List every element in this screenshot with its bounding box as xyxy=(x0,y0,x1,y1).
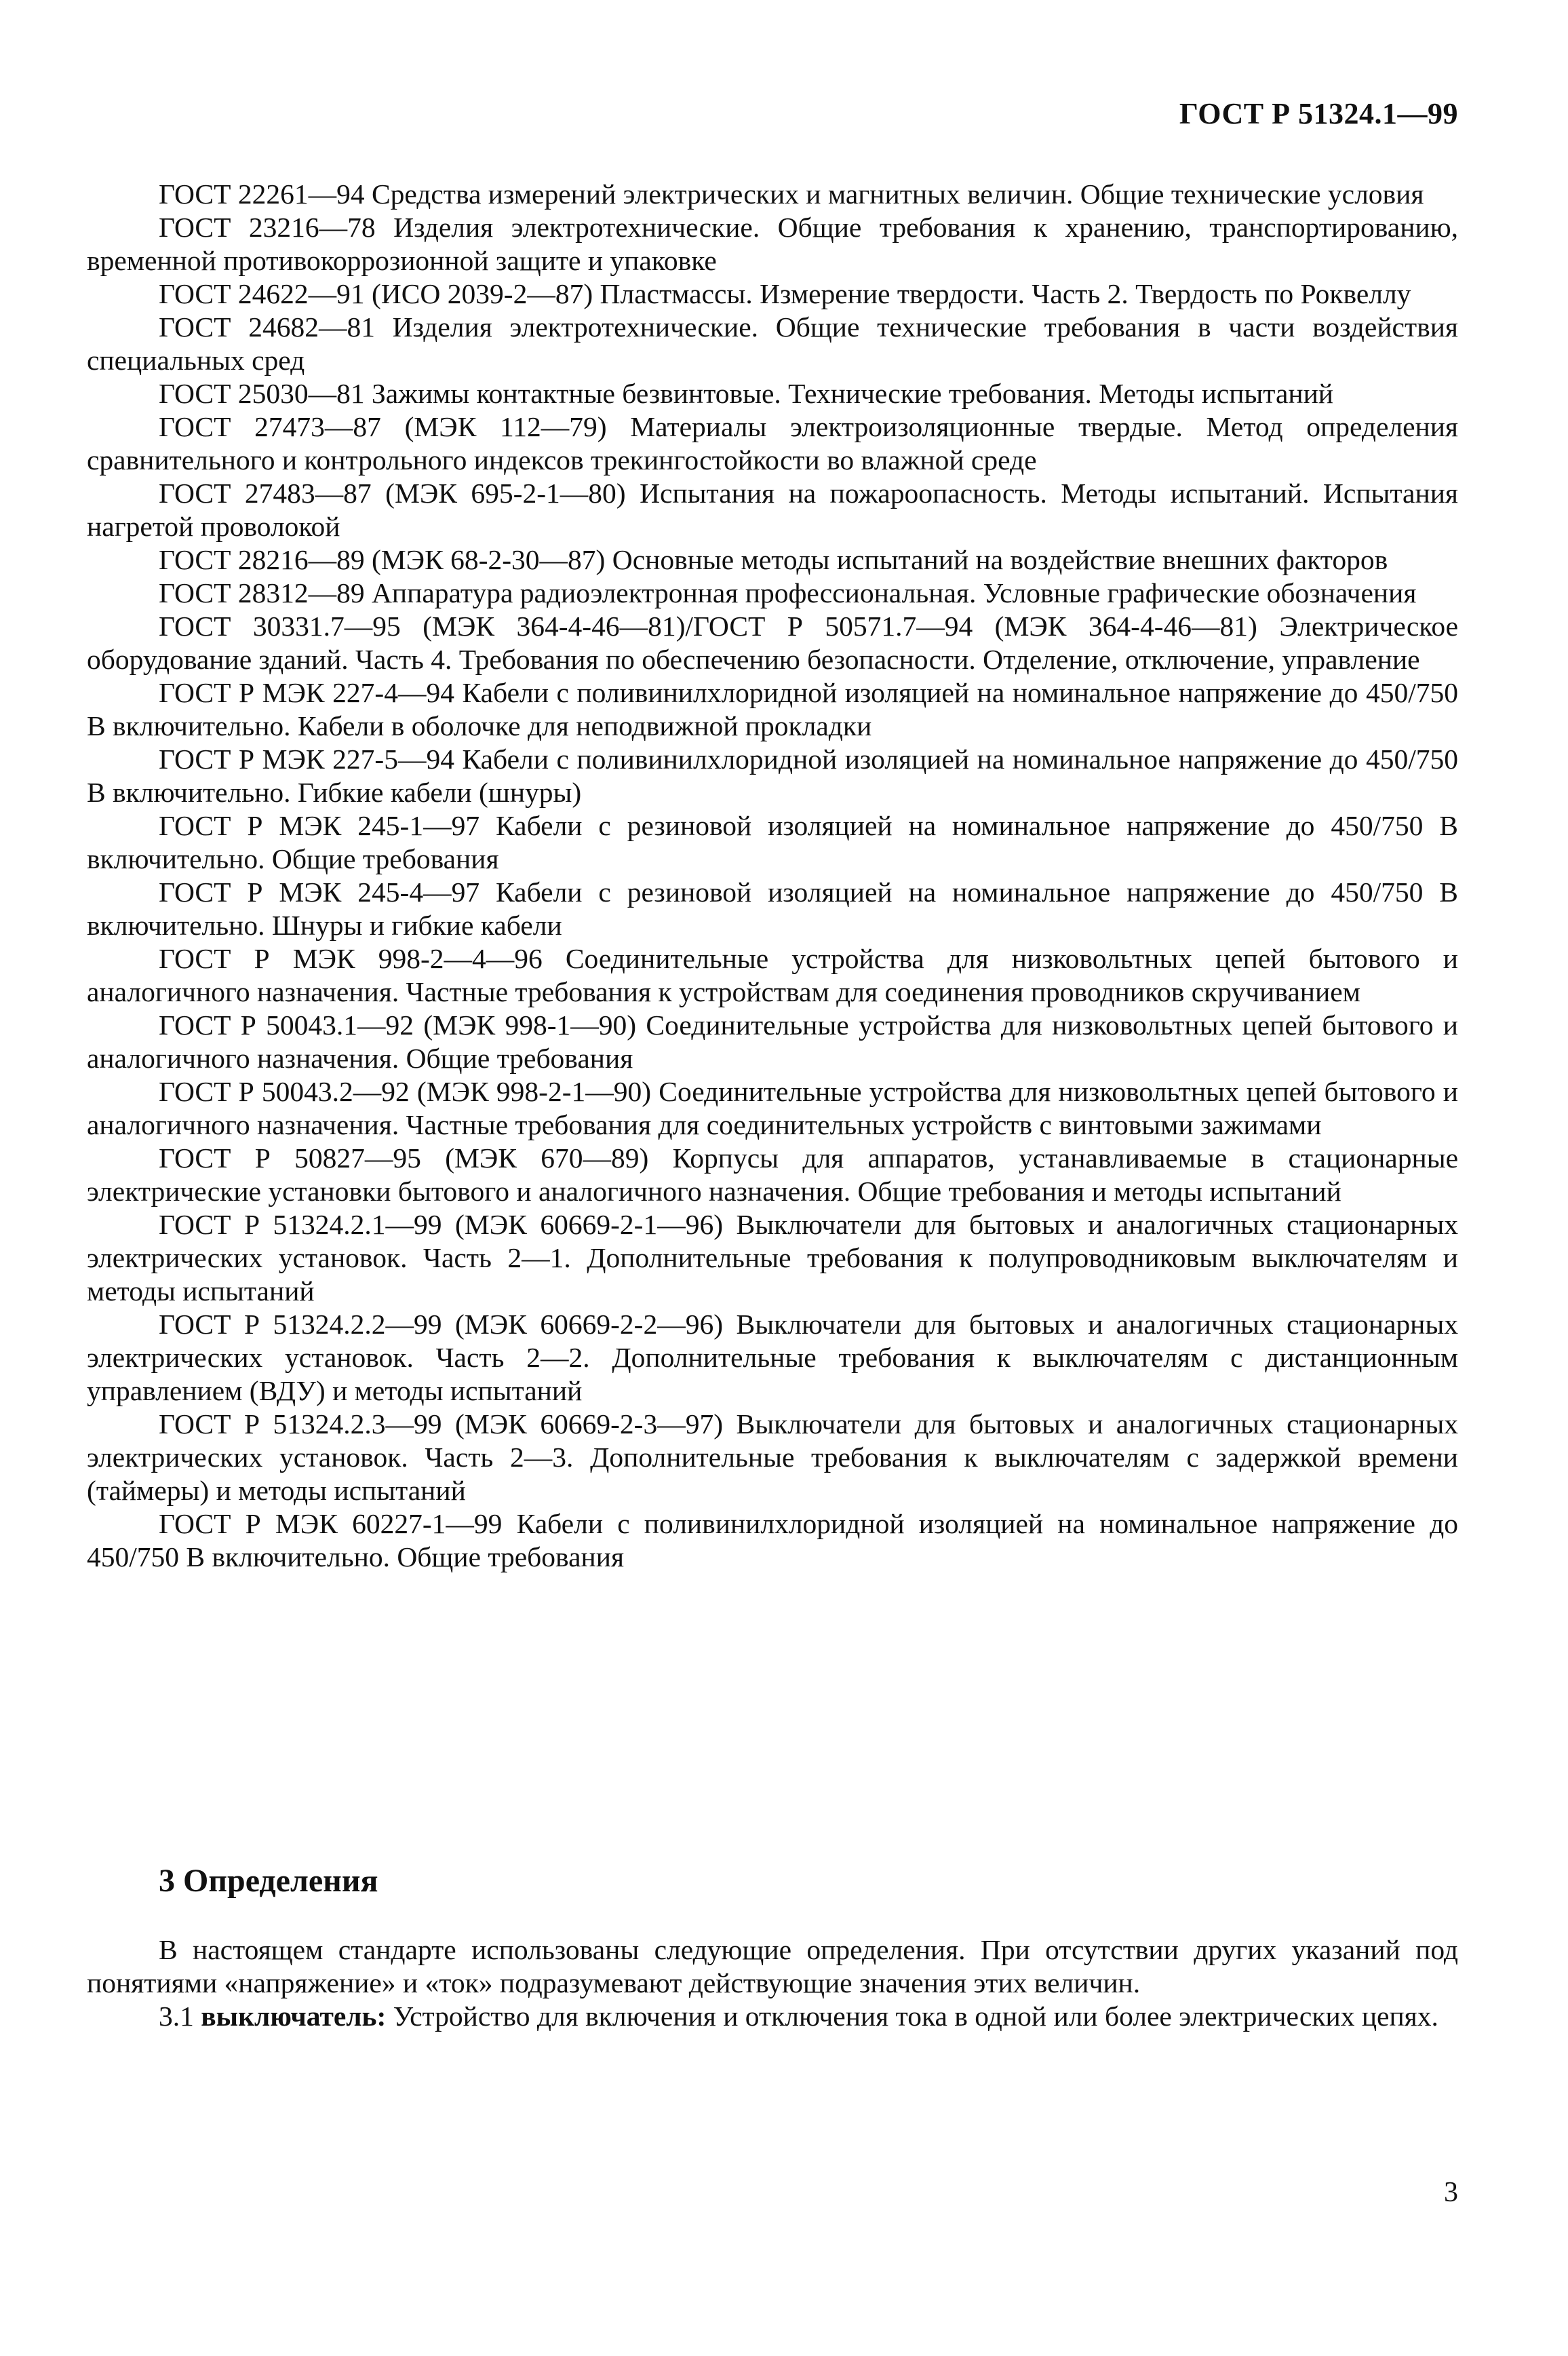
reference-item: ГОСТ 22261—94 Средства измерений электрических и магнитных величин. Общие технические условия xyxy=(159,178,1424,210)
reference-item: ГОСТ Р 50827—95 (МЭК 670—89) Корпусы для аппаратов, устанавливаемые в стационарные электрические установки бытового и аналогичного назначения. Общие требования и методы испытаний xyxy=(87,1142,1458,1207)
reference-item: ГОСТ Р 50043.2—92 (МЭК 998-2-1—90) Соединительные устройства для низковольтных цепей бытового и аналогичного назначения. Частные требования для соединительных устройств с винтовыми зажимами xyxy=(87,1076,1458,1140)
normative-references-list xyxy=(87,178,1458,1574)
definitions-intro: В настоящем стандарте использованы следующие определения. При отсутствии других указаний под понятиями «напряжение» и «ток» подразумевают действующие значения этих величин. xyxy=(87,1934,1458,1998)
reference-item: ГОСТ Р МЭК 227-4—94 Кабели с поливинилхлоридной изоляцией на номинальное напряжение до 450/750 В включительно. Кабели в оболочке для неподвижной прокладки xyxy=(87,677,1458,741)
reference-item: ГОСТ Р 51324.2.1—99 (МЭК 60669-2-1—96) Выключатели для бытовых и аналогичных стационарных электрических установок. Часть 2—1. Дополнительные требования к полупроводниковым выключателям и методы испытаний xyxy=(87,1209,1458,1307)
reference-item: ГОСТ Р 50043.1—92 (МЭК 998-1—90) Соединительные устройства для низковольтных цепей бытового и аналогичного назначения. Общие требования xyxy=(87,1009,1458,1074)
definition-number: 3.1 xyxy=(159,2001,194,2032)
reference-item: ГОСТ 28312—89 Аппаратура радиоэлектронная профессиональная. Условные графические обозначения xyxy=(159,577,1417,609)
definitions-body xyxy=(87,1933,1458,2033)
reference-item: ГОСТ Р МЭК 245-4—97 Кабели с резиновой изоляцией на номинальное напряжение до 450/750 В включительно. Шнуры и гибкие кабели xyxy=(87,876,1458,941)
page-number: 3 xyxy=(1444,2177,1458,2208)
definition-item xyxy=(87,2000,1458,2033)
reference-item: ГОСТ 24622—91 (ИСО 2039-2—87) Пластмассы. Измерение твердости. Часть 2. Твердость по Роквеллу xyxy=(159,278,1411,309)
reference-item: ГОСТ Р МЭК 60227-1—99 Кабели с поливинилхлоридной изоляцией на номинальное напряжение до 450/750 В включительно. Общие требования xyxy=(87,1508,1458,1572)
reference-item: ГОСТ Р МЭК 245-1—97 Кабели с резиновой изоляцией на номинальное напряжение до 450/750 В включительно. Общие требования xyxy=(87,810,1458,874)
reference-item: ГОСТ 23216—78 Изделия электротехнические. Общие требования к хранению, транспортированию, временной противокоррозионной защите и упаковке xyxy=(87,212,1458,276)
reference-item: ГОСТ Р МЭК 998-2—4—96 Соединительные устройства для низковольтных цепей бытового и аналогичного назначения. Частные требования к устройствам для соединения проводников скручиванием xyxy=(87,943,1458,1007)
reference-item: ГОСТ 28216—89 (МЭК 68-2-30—87) Основные методы испытаний на воздействие внешних факторов xyxy=(159,544,1388,575)
reference-item: ГОСТ 30331.7—95 (МЭК 364-4-46—81)/ГОСТ Р 50571.7—94 (МЭК 364-4-46—81) Электрическое оборудование зданий. Часть 4. Требования по обеспечению безопасности. Отделение, отключение, управление xyxy=(87,611,1458,675)
reference-item: ГОСТ Р 51324.2.3—99 (МЭК 60669-2-3—97) Выключатели для бытовых и аналогичных стационарных электрических установок. Часть 2—3. Дополнительные требования к выключателям с задержкой времени (таймеры) и методы испытаний xyxy=(87,1408,1458,1506)
section-heading: 3 Определения xyxy=(159,1863,378,1899)
reference-item: ГОСТ 25030—81 Зажимы контактные безвинтовые. Технические требования. Методы испытаний xyxy=(159,378,1333,409)
document-code-header: ГОСТ Р 51324.1—99 xyxy=(1179,97,1458,130)
reference-item: ГОСТ 27473—87 (МЭК 112—79) Материалы электроизоляционные твердые. Метод определения сравнительного и контрольного индексов трекингостойкости во влажной среде xyxy=(87,411,1458,476)
definition-text: Устройство для включения и отключения тока в одной или более электрических цепях. xyxy=(393,2001,1438,2032)
reference-item: ГОСТ Р 51324.2.2—99 (МЭК 60669-2-2—96) Выключатели для бытовых и аналогичных стационарных электрических установок. Часть 2—2. Дополнительные требования к выключателям с дистанционным управлением (ВДУ) и методы испытаний xyxy=(87,1309,1458,1406)
definition-term: выключатель: xyxy=(201,2001,387,2032)
reference-item: ГОСТ 24682—81 Изделия электротехнические. Общие технические требования в части воздействия специальных сред xyxy=(87,311,1458,376)
reference-item: ГОСТ Р МЭК 227-5—94 Кабели с поливинилхлоридной изоляцией на номинальное напряжение до 450/750 В включительно. Гибкие кабели (шнуры) xyxy=(87,744,1458,808)
reference-item: ГОСТ 27483—87 (МЭК 695-2-1—80) Испытания на пожароопасность. Методы испытаний. Испытания нагретой проволокой xyxy=(87,478,1458,542)
